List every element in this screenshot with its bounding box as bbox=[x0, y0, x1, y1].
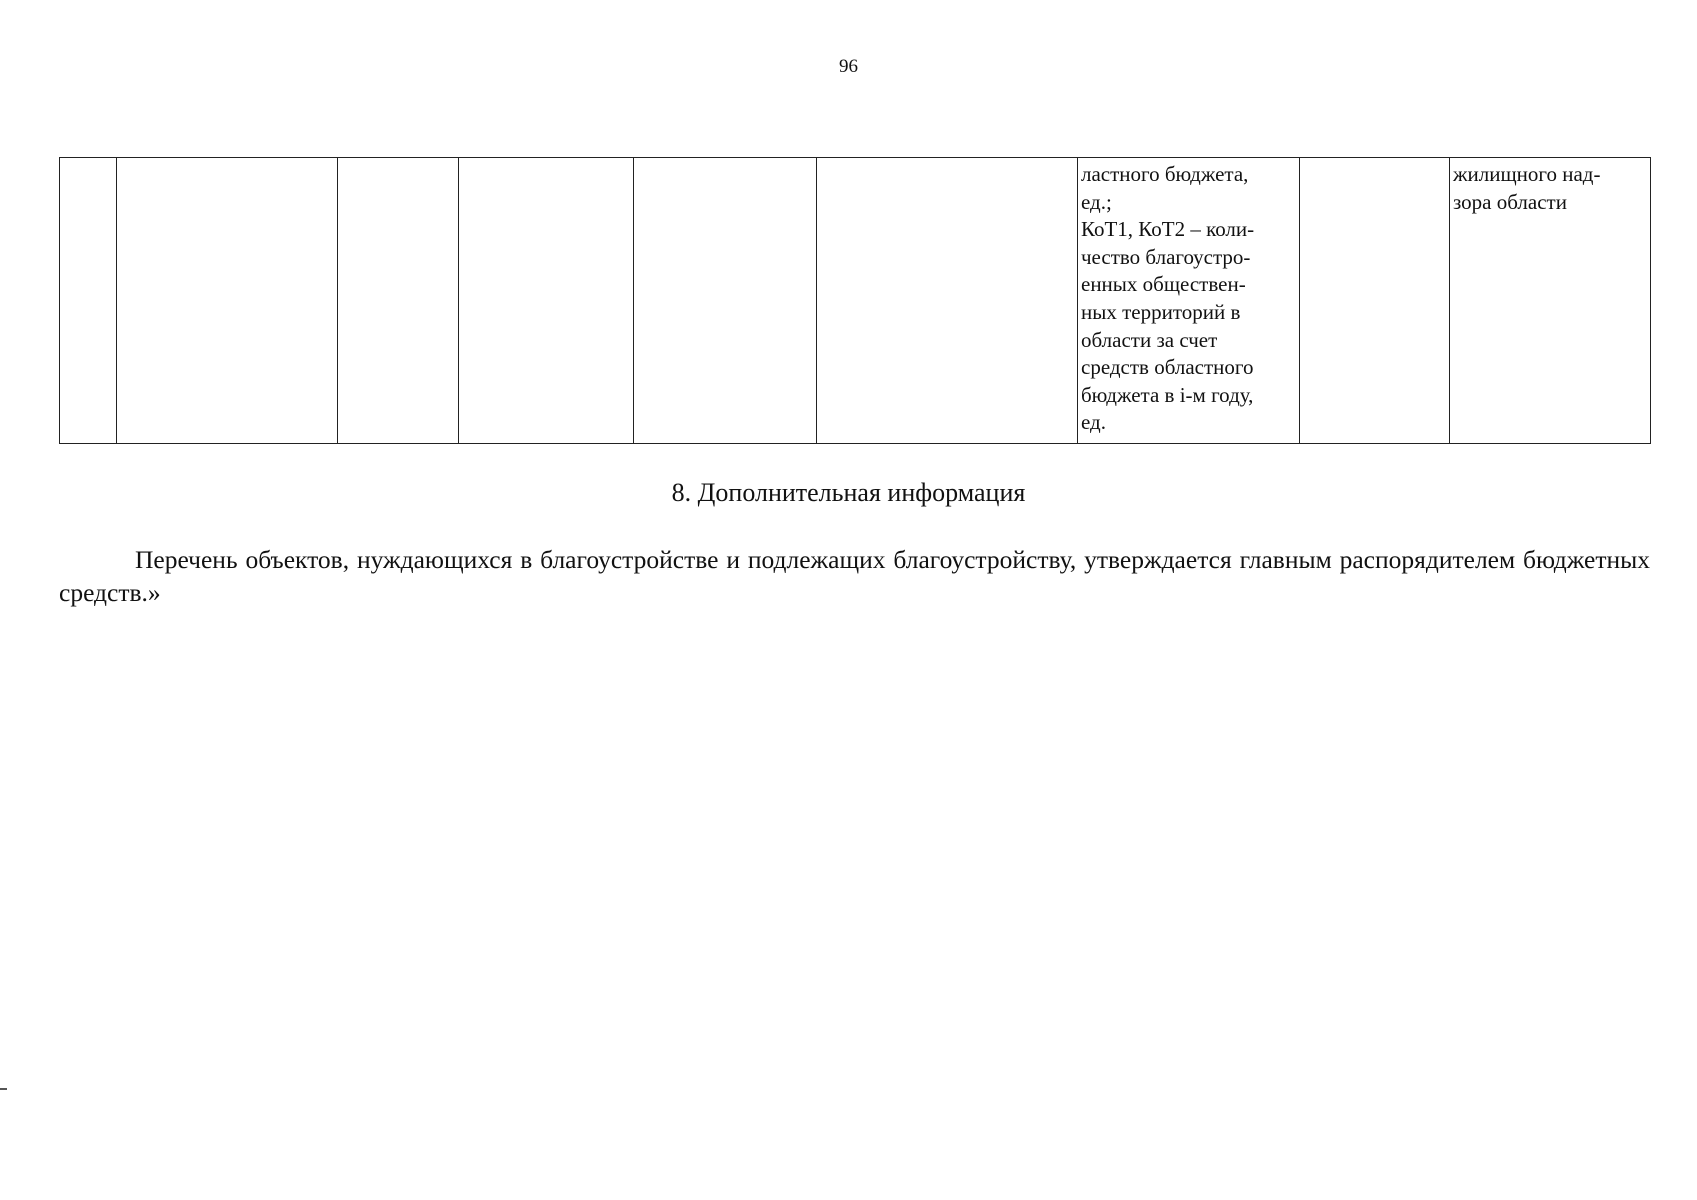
table-cell-responsible: жилищного над- зора области bbox=[1450, 158, 1651, 444]
table-cell-indicator-formula: ластного бюджета, ед.; КоТ1, КоТ2 – коли- чество благоустро- енных обществен- ных территорий в области за счет средств областного бюджета в i-м году, ед. bbox=[1078, 158, 1300, 444]
table-cell bbox=[60, 158, 117, 444]
table-cell bbox=[459, 158, 634, 444]
table-cell bbox=[117, 158, 338, 444]
table-cell bbox=[1300, 158, 1450, 444]
table-cell bbox=[338, 158, 459, 444]
table-cell bbox=[817, 158, 1078, 444]
body-paragraph: Перечень объектов, нуждающихся в благоустройстве и подлежащих благоустройству, утверждается главным распорядителем бюджетных средств.» bbox=[59, 545, 1650, 607]
page-number: 96 bbox=[839, 56, 858, 77]
scan-artifact-mark bbox=[0, 1088, 7, 1090]
table-row bbox=[60, 158, 1651, 444]
section-heading: 8. Дополнительная информация bbox=[671, 478, 1026, 507]
table-cell bbox=[634, 158, 817, 444]
continuation-table bbox=[59, 157, 1651, 444]
